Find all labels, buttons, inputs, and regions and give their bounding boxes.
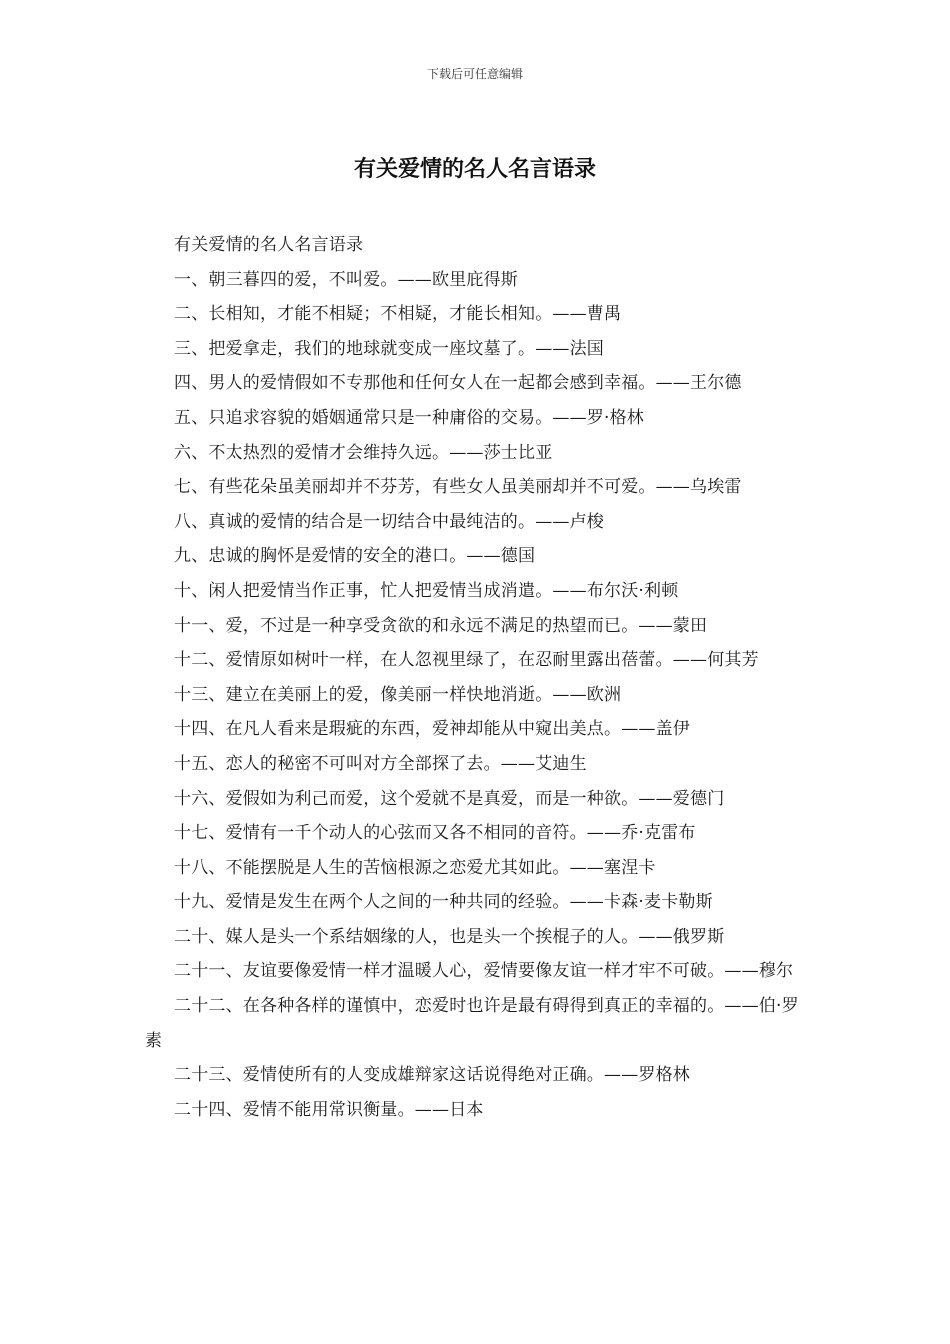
document-title: 有关爱情的名人名言语录 [353, 156, 596, 182]
quote-paragraph-15: 十五、恋人的秘密不可叫对方全部探了去。——艾迪生 [174, 753, 587, 774]
quote-paragraph-5: 五、只追求容貌的婚姻通常只是一种庸俗的交易。——罗·格林 [174, 407, 645, 428]
quote-paragraph-21: 二十一、友谊要像爱情一样才温暖人心，爱情要像友谊一样才牢不可破。——穆尔 [174, 961, 794, 982]
quote-paragraph-10: 十、闲人把爱情当作正事，忙人把爱情当成消遣。——布尔沃·利顿 [174, 580, 679, 601]
quote-paragraph-23: 二十三、爱情使所有的人变成雄辩家这话说得绝对正确。——罗格林 [174, 1065, 690, 1086]
page-header-note: 下载后可任意编辑 [426, 67, 523, 81]
quote-paragraph-22: 二十二、在各种各样的谨慎中，恋爱时也许是最有碍得到真正的幸福的。——伯·罗素 [145, 996, 799, 1051]
quote-paragraph-9: 九、忠诚的胸怀是爱情的安全的港口。——德国 [174, 546, 536, 567]
quote-paragraph-16: 十六、爱假如为利己而爱，这个爱就不是真爱，而是一种欲。——爱德门 [174, 788, 725, 809]
quote-paragraph-24: 二十四、爱情不能用常识衡量。——日本 [174, 1099, 484, 1120]
quote-paragraph-3: 三、把爱拿走，我们的地球就变成一座坟墓了。——法国 [174, 338, 604, 359]
quote-paragraph-18: 十八、不能摆脱是人生的苦恼根源之恋爱尤其如此。——塞涅卡 [174, 857, 656, 878]
paragraph-intro: 有关爱情的名人名言语录 [174, 235, 364, 255]
quote-paragraph-6: 六、不太热烈的爱情才会维持久远。——莎士比亚 [174, 442, 553, 463]
quote-paragraph-1: 一、朝三暮四的爱，不叫爱。——欧里庇得斯 [174, 269, 518, 290]
quote-paragraph-2: 二、长相知，才能不相疑；不相疑，才能长相知。——曹禺 [174, 304, 622, 325]
quote-paragraph-19: 十九、爱情是发生在两个人之间的一种共同的经验。——卡森·麦卡勒斯 [174, 892, 713, 913]
document-body [145, 228, 807, 1127]
quote-paragraph-4: 四、男人的爱情假如不专那他和任何女人在一起都会感到幸福。——王尔德 [174, 373, 742, 394]
quote-paragraph-7: 七、有些花朵虽美丽却并不芬芳，有些女人虽美丽却并不可爱。——乌埃雷 [174, 477, 742, 498]
quote-paragraph-20: 二十、媒人是头一个系结姻缘的人，也是头一个挨棍子的人。——俄罗斯 [174, 926, 725, 947]
quote-paragraph-12: 十二、爱情原如树叶一样，在人忽视里绿了，在忍耐里露出蓓蕾。——何其芳 [174, 650, 759, 671]
quote-paragraph-17: 十七、爱情有一千个动人的心弦而又各不相同的音符。——乔·克雷布 [174, 823, 696, 844]
quote-paragraph-13: 十三、建立在美丽上的爱，像美丽一样快地消逝。——欧洲 [174, 684, 622, 705]
quote-paragraph-11: 十一、爱，不过是一种享受贪欲的和永远不满足的热望而已。——蒙田 [174, 615, 708, 636]
quote-paragraph-14: 十四、在凡人看来是瑕疵的东西，爱神却能从中窥出美点。——盖伊 [174, 719, 690, 740]
quote-paragraph-8: 八、真诚的爱情的结合是一切结合中最纯洁的。——卢梭 [174, 511, 604, 532]
